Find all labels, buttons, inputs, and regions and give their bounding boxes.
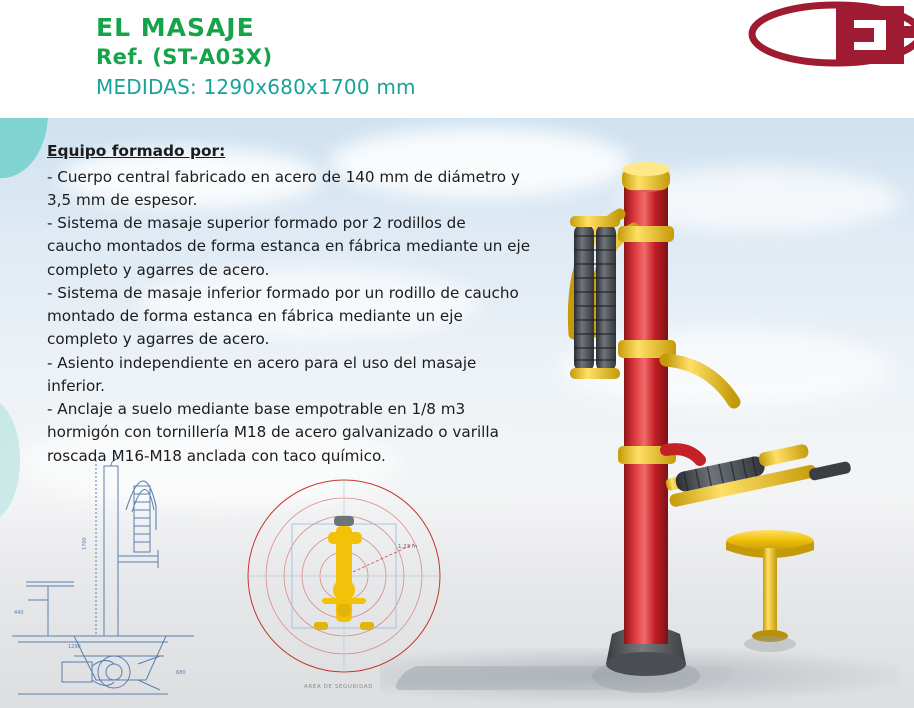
svg-text:1700: 1700 [82,537,88,550]
description-line: caucho montados de forma estanca en fábrica mediante un eje [47,237,531,256]
description-line: roscada M16-M18 anclada con taco químico. [47,446,386,465]
description-line: - Sistema de masaje inferior formado por un rodillo de caucho [47,283,519,302]
seat [726,530,814,652]
safety-area-plan [236,472,456,698]
product-dimensions: MEDIDAS: 1290x680x1700 mm [96,75,416,100]
page-title: EL MASAJE [96,13,255,42]
description-line: - Cuerpo central fabricado en acero de 140 mm de diámetro y [47,167,520,186]
svg-text:440: 440 [14,610,24,616]
sheet-header [0,0,914,118]
description-block [47,140,567,468]
description-line: completo y agarres de acero. [47,260,270,279]
description-line: hormigón con tornillería M18 de acero galvanizado o varilla [47,423,499,442]
company-logo [744,0,914,80]
svg-text:1290: 1290 [68,644,81,650]
description-line: inferior. [47,376,105,395]
description-line: completo y agarres de acero. [47,330,270,349]
description-line: 3,5 mm de espesor. [47,190,198,209]
safety-area-caption: AREA DE SEGURIDAD [304,684,374,690]
title-block [96,14,416,99]
svg-text:680: 680 [176,670,186,676]
blueprint-elevation-views [8,450,218,702]
description-line: - Anclaje a suelo mediante base empotrable en 1/8 m3 [47,400,466,419]
description-line: montado de forma estanca en fábrica mediante un eje [47,307,463,326]
description-line: - Sistema de masaje superior formado por 2 rodillos de [47,214,466,233]
safety-radius-label: 1,23 m [398,544,418,550]
description-line: - Asiento independiente en acero para el uso del masaje [47,353,477,372]
description-heading: Equipo formado por: [47,142,226,160]
product-reference: Ref. (ST-A03X) [96,45,273,69]
